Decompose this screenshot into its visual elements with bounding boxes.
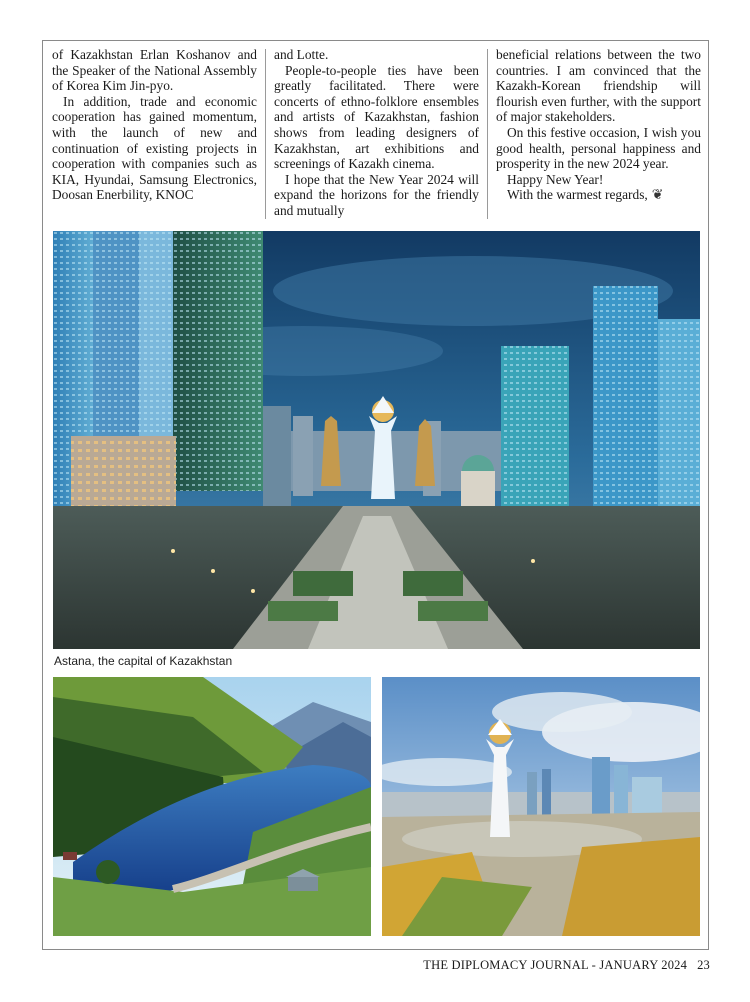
publication-name: THE DIPLOMACY JOURNAL - JANUARY 2024 [423,958,688,972]
column-divider [487,49,488,219]
page-footer [423,958,710,973]
paragraph: People-to-people ties have been greatly facilitated. There were concerts of ethno-folklore ensembles and artists of Kazakhstan, fashion shows from leading designers of Kazakhstan, art exhibitions and screenings of Kazakh cinema. [274,62,479,172]
paragraph: On this festive occasion, I wish you good health, personal happiness and prosperity in the new 2024 year. [496,124,701,172]
baiterek-tower-photo [382,677,700,936]
closing-text: With the warmest regards, [507,187,648,203]
paragraph: Happy New Year! [507,171,604,187]
mountain-lake-illustration [53,677,371,936]
ornament-icon: ❦ [651,188,664,204]
photo-caption: Astana, the capital of Kazakhstan [54,654,233,668]
closing-line [496,187,701,204]
paragraph: beneficial relations between the two countries. I am convinced that the Kazakh-Korean friendship will flourish even further, with the support of major stakeholders. [496,47,701,125]
paragraph: of Kazakhstan Erlan Koshanov and the Speaker of the National Assembly of Korea Kim Jin-pyo. [52,47,257,94]
astana-city-photo [53,231,700,649]
baiterek-tower-illustration [382,677,700,936]
article-column-2 [274,47,479,219]
paragraph: and Lotte. [274,47,329,62]
column-divider [265,49,266,219]
article-columns [52,47,702,223]
paragraph: In addition, trade and economic cooperation has gained momentum, with the launch of new and continuation of existing projects in cooperation with companies such as KIA, Hyundai, Samsung Electronics, Doosan Enerbility, KNOC [52,93,257,203]
mountain-lake-photo [53,677,371,936]
paragraph: I hope that the New Year 2024 will expand the horizons for the friendly and mutually [274,171,479,218]
page-number: 23 [697,958,710,972]
article-column-3 [496,47,701,204]
astana-city-illustration [53,231,700,649]
article-column-1 [52,47,257,203]
